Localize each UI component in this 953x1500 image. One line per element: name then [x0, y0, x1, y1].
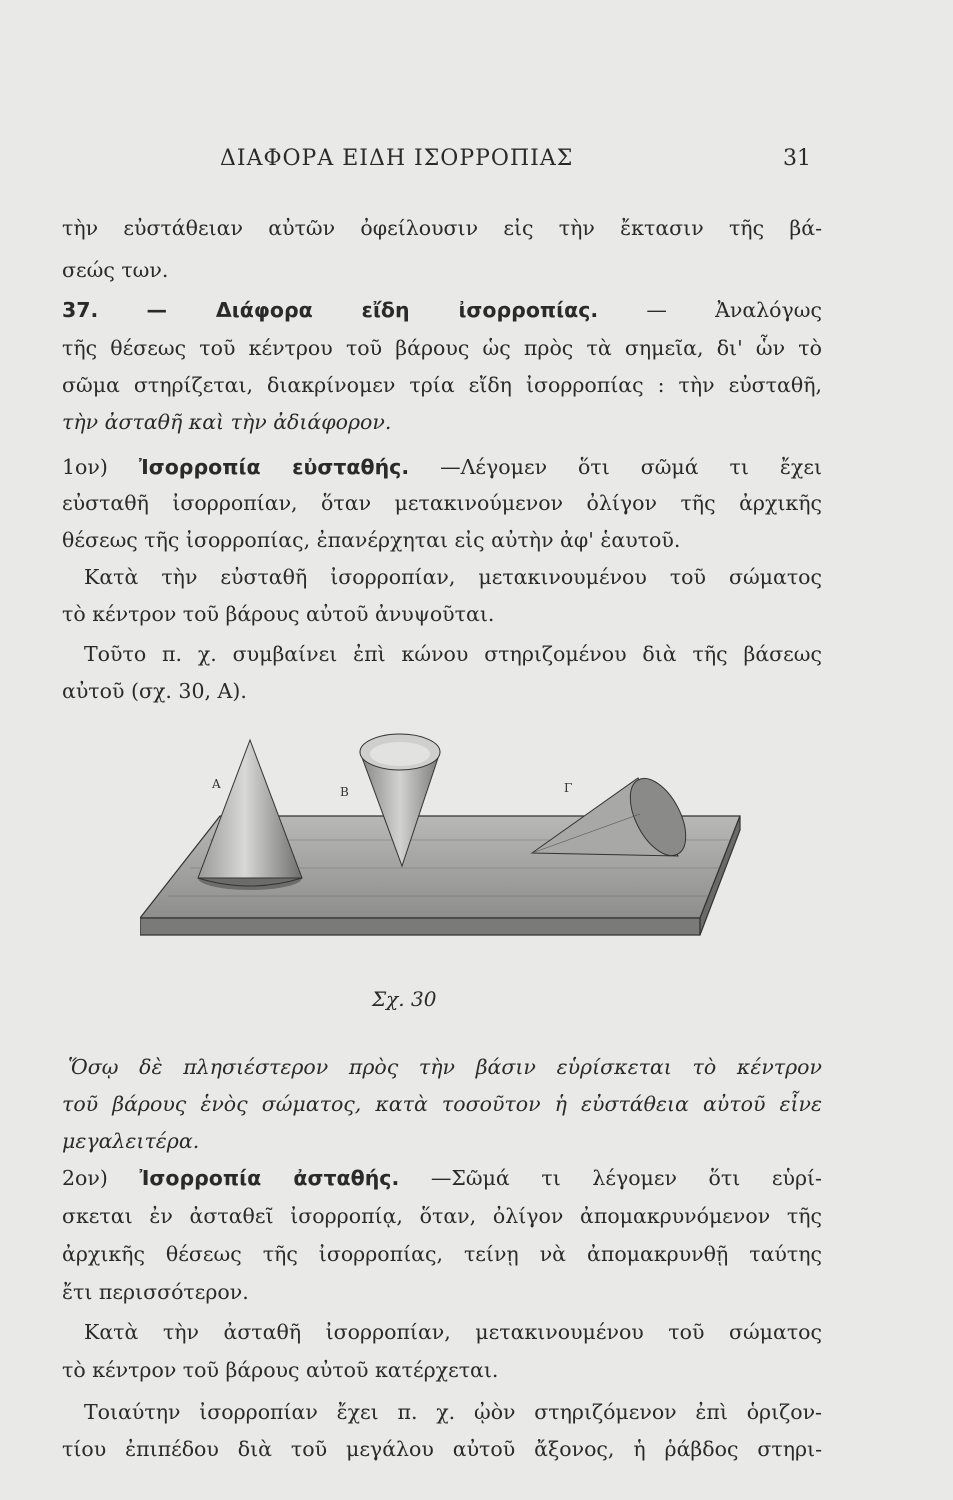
text-line: Τοῦτο π. χ. συμβαίνει ἐπὶ κώνου στηριζομένου διὰ τῆς βάσεως [84, 642, 822, 666]
running-header: ΔΙΑΦΟΡΑ ΕΙΔΗ ΙΣΟΡΡΟΠΙΑΣ [220, 146, 574, 171]
text-line: τὸ κέντρον τοῦ βάρους αὐτοῦ ἀνυψοῦται. [62, 602, 495, 626]
figure-caption: Σχ. 30 [372, 987, 437, 1011]
figure-30-cones-illustration [140, 718, 830, 980]
text-line: Κατὰ τὴν ἀσταθῆ ἰσορροπίαν, μετακινουμένου τοῦ σώματος [84, 1320, 822, 1344]
section-37-heading-line [62, 298, 822, 322]
text-line: σκεται ἐν ἀσταθεῖ ἰσορροπίᾳ, ὅταν, ὀλίγον ἀπομακρυνόμενον τῆς [62, 1204, 822, 1228]
text-line: μεγαλειτέρα. [62, 1129, 200, 1153]
text-line: τὸ κέντρον τοῦ βάρους αὐτοῦ κατέρχεται. [62, 1358, 499, 1382]
figure-label-g: Γ [564, 781, 573, 795]
section-number: 37. [62, 298, 99, 322]
page-number: 31 [783, 146, 811, 171]
text-line: τοῦ βάρους ἑνὸς σώματος, κατὰ τοσοῦτον ἡ εὐστάθεια αὐτοῦ εἶνε [62, 1092, 822, 1116]
text-line: τῆς θέσεως τοῦ κέντρου τοῦ βάρους ὡς πρὸς τὰ σημεῖα, δι' ὧν τὸ [62, 336, 822, 360]
text-line: Ὅσῳ δὲ πλησιέστερον πρὸς τὴν βάσιν εὑρίσκεται τὸ κέντρον [68, 1055, 822, 1079]
subsection-number: 2ον) [62, 1166, 108, 1190]
text-line: τίου ἐπιπέδου διὰ τοῦ μεγάλου αὐτοῦ ἄξονος, ἡ ῥάβδος στηρι- [62, 1437, 822, 1461]
text-fragment: —Σῶμά τι λέγομεν ὅτι εὑρί- [430, 1166, 822, 1190]
text-line: ἀρχικῆς θέσεως τῆς ἰσορροπίας, τείνῃ νὰ ἀπομακρυνθῇ ταύτης [62, 1242, 822, 1266]
figure-label-b: Β [340, 785, 349, 799]
text-line: σῶμα στηρίζεται, διακρίνομεν τρία εἴδη ἰσορροπίας : τὴν εὐσταθῆ, [62, 373, 822, 397]
figure-label-a: Α [212, 777, 221, 791]
text-line: αὐτοῦ (σχ. 30, Α). [62, 679, 247, 703]
section-heading: — Διάφορα εἴδη ἰσορροπίας. [146, 298, 599, 322]
text-line: σεώς των. [62, 258, 169, 282]
subsection-number: 1ον) [62, 455, 108, 479]
text-fragment: —Λέγομεν ὅτι σῶμά τι ἔχει [440, 455, 822, 479]
stable-heading-line [62, 455, 822, 479]
subsection-heading: Ἰσορροπία ἀσταθής. [139, 1166, 400, 1190]
text-line: ἔτι περισσότερον. [62, 1280, 249, 1304]
text-line: Κατὰ τὴν εὐσταθῆ ἰσορροπίαν, μετακινουμένου τοῦ σώματος [84, 565, 822, 589]
text-line: τὴν ἀσταθῆ καὶ τὴν ἀδιάφορον. [62, 410, 392, 434]
cone-a-stable [198, 740, 302, 890]
subsection-heading: Ἰσορροπία εὐσταθής. [138, 455, 410, 479]
text-fragment: — Ἀναλόγως [646, 298, 822, 322]
text-line: εὐσταθῆ ἰσορροπίαν, ὅταν μετακινούμενον ὀλίγον τῆς ἀρχικῆς [62, 491, 822, 515]
text-line: τὴν εὐστάθειαν αὐτῶν ὀφείλουσιν εἰς τὴν ἔκτασιν τῆς βά- [62, 216, 822, 240]
unstable-heading-line [62, 1166, 822, 1190]
text-line: Τοιαύτην ἰσορροπίαν ἔχει π. χ. ᾠὸν στηριζόμενον ἐπὶ ὁριζον- [84, 1400, 822, 1424]
text-line: θέσεως τῆς ἰσορροπίας, ἐπανέρχηται εἰς αὐτὴν ἀφ' ἑαυτοῦ. [62, 528, 681, 552]
